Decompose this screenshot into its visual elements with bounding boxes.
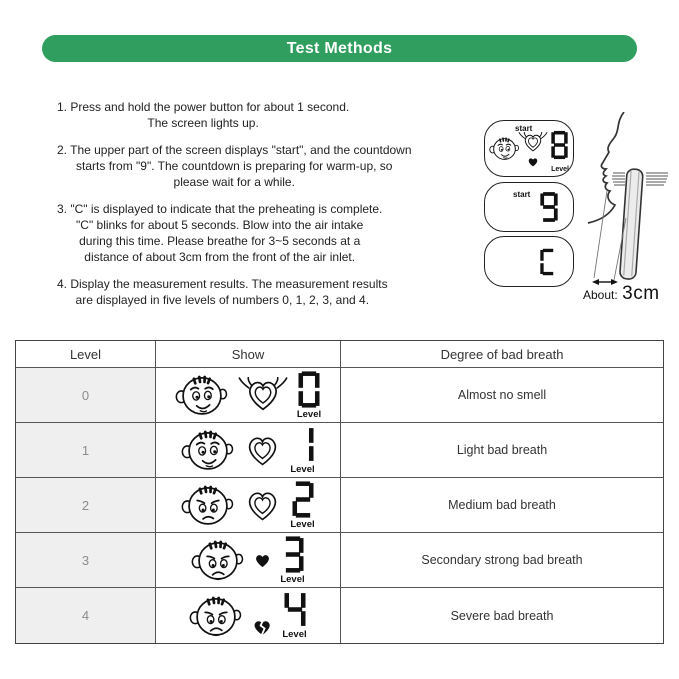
level-label: Level [290, 518, 315, 530]
start-label: start [515, 124, 533, 133]
instruction-list [57, 99, 457, 319]
level-value: 3 [81, 552, 90, 568]
lcd-digit [290, 426, 314, 475]
instruction-item [57, 99, 349, 131]
lcd-digit [282, 591, 306, 640]
show-cell [156, 423, 341, 478]
digit-2-display [291, 481, 315, 518]
level-cell [16, 533, 156, 588]
instruction-line: 3. "C" is displayed to indicate that the preheating is complete. [57, 202, 383, 216]
instruction-item [57, 276, 388, 308]
digit-1-display [291, 426, 315, 463]
table-row [16, 588, 663, 643]
level-cell [16, 588, 156, 643]
distance-annotation [583, 283, 660, 305]
table-row [16, 423, 663, 478]
level-value: 1 [81, 442, 90, 458]
table-row [16, 368, 663, 423]
blowing-person-illustration [580, 112, 679, 292]
outline-heart-icon [244, 488, 281, 523]
show-cell [156, 368, 341, 423]
header-show: Show [156, 341, 341, 368]
level-value: 2 [81, 497, 90, 513]
outline-heart-icon [244, 433, 281, 468]
distance-label: About: [583, 288, 618, 302]
level-cell [16, 368, 156, 423]
show-cell [156, 588, 341, 643]
worried-face-icon [181, 481, 235, 529]
level-label: Level [282, 629, 307, 640]
page-title-banner [42, 35, 637, 62]
table-row [16, 533, 663, 588]
small-filled-heart-icon [254, 553, 271, 568]
instruction-line: distance of about 3cm from the front of the air inlet. [84, 250, 356, 264]
level-label: Level [296, 408, 322, 420]
level-cell [16, 423, 156, 478]
header-level: Level [16, 341, 156, 368]
instruction-item [57, 142, 412, 190]
happy-face-icon [181, 426, 235, 474]
digit-4-display [283, 591, 307, 628]
small-heart-icon [527, 157, 539, 167]
instruction-line: 2. The upper part of the screen displays "start", and the countdown [57, 143, 412, 157]
instruction-line: 4. Display the measurement results. The measurement results [57, 277, 388, 291]
level-value: 0 [81, 387, 90, 403]
degree-text: Medium bad breath [448, 498, 556, 512]
happy-face-icon [175, 371, 229, 419]
instruction-line: during this time. Please breathe for 3~5 seconds at a [79, 234, 361, 248]
device-screen-countdown [484, 182, 574, 232]
degree-cell [341, 368, 663, 423]
level-label: Level [551, 166, 569, 173]
degree-text: Secondary strong bad breath [421, 553, 583, 567]
instruction-item [57, 201, 382, 265]
broken-heart-icon [252, 619, 273, 636]
instruction-line: are displayed in five levels of numbers 0, 1, 2, 3, and 4. [75, 293, 370, 307]
level-value: 4 [81, 608, 90, 623]
instruction-line: 1. Press and hold the power button for about 1 second. [57, 100, 350, 114]
instruction-line: please wait for a while. [173, 175, 295, 189]
winged-heart-icon [518, 132, 548, 153]
degree-text: Almost no smell [457, 388, 547, 402]
sad-face-icon [191, 536, 245, 584]
page-title: Test Methods [286, 39, 393, 57]
digit-8-display [551, 130, 568, 160]
device-screen-ready [484, 236, 574, 287]
start-label: start [513, 190, 531, 199]
digit-3-display [281, 536, 305, 573]
degree-cell [341, 423, 663, 478]
instruction-line: "C" blinks for about 5 seconds. Blow into the air intake [76, 218, 364, 232]
digit-0-display [297, 371, 321, 408]
distance-value: 3cm [622, 283, 660, 304]
happy-face-icon [489, 134, 520, 163]
lcd-digit [290, 481, 314, 530]
digit-c-display [540, 247, 556, 277]
lcd-digit [280, 536, 304, 585]
lcd-digit [297, 371, 321, 420]
face-profile-outline [588, 112, 624, 223]
table-header-row [16, 341, 663, 368]
degree-text: Severe bad breath [450, 608, 554, 623]
instruction-line: starts from "9". The countdown is preparing for warm-up, so [76, 159, 393, 173]
header-degree: Degree of bad breath [341, 341, 663, 368]
level-cell [16, 478, 156, 533]
show-cell [156, 533, 341, 588]
level-label: Level [290, 463, 315, 475]
table-row [16, 478, 663, 533]
winged-heart-icon [238, 377, 288, 413]
device-screen-start-level [484, 120, 574, 177]
sad-face-icon [189, 592, 243, 640]
instruction-line: The screen lights up. [147, 116, 259, 130]
results-table [15, 340, 664, 644]
degree-cell [341, 588, 663, 643]
degree-cell [341, 478, 663, 533]
degree-cell [341, 533, 663, 588]
digit-9-display [540, 191, 558, 223]
level-label: Level [280, 573, 305, 585]
show-cell [156, 478, 341, 533]
degree-text: Light bad breath [456, 443, 548, 457]
